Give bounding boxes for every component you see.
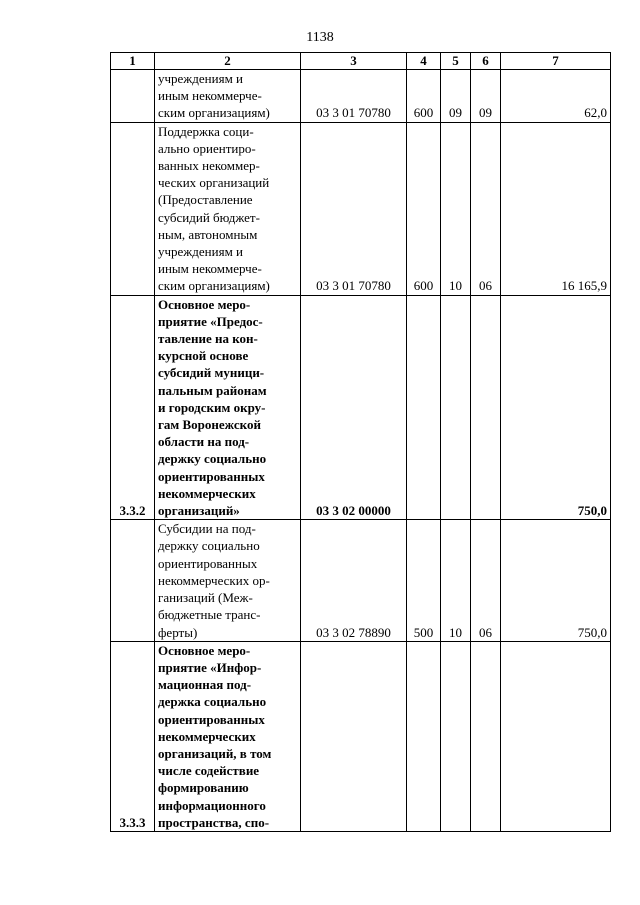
subsection-code: 06 [471,520,501,641]
description-line: некоммерческих [158,728,256,744]
budget-code: 03 3 01 70780 [301,122,407,295]
expense-type: 500 [407,520,441,641]
table-row [111,70,611,123]
description-line: приятие «Предос- [158,313,263,329]
description-line: формированию [158,780,249,796]
column-header-2: 2 [155,53,301,70]
column-header-5: 5 [441,53,471,70]
description-line: пальным районам [158,382,267,398]
description-line: Основное меро- [158,296,251,312]
description-line: ванных некоммер- [158,158,260,174]
header-row [111,53,611,70]
table-row [111,520,611,641]
description-line: ским организациям) [158,278,270,294]
description-line: ферты) [158,624,198,640]
description-line: держка социально [158,694,267,710]
description-line: некоммерческих [158,485,256,501]
description-line: Основное меро- [158,642,251,658]
section-code [441,295,471,520]
item-description [155,641,301,831]
description-line: держку социально [158,451,267,467]
item-description [155,70,301,123]
table-header [111,53,611,70]
section-code: 10 [441,520,471,641]
table-row [111,295,611,520]
description-line: мационная под- [158,677,252,693]
budget-code [301,641,407,831]
column-header-6: 6 [471,53,501,70]
item-description [155,295,301,520]
description-line: ческих организаций [158,175,270,191]
subsection-code: 09 [471,70,501,123]
description-line: пространства, спо- [158,814,270,830]
description-line: (Предоставление [158,192,253,208]
amount: 750,0 [501,520,611,641]
table-row [111,641,611,831]
item-number: 3.3.3 [111,641,155,831]
description-line: информационного [158,797,266,813]
amount: 750,0 [501,295,611,520]
description-line: ориентированных [158,711,265,727]
budget-table [110,52,611,832]
description-line: курсной основе [158,348,249,364]
item-number: 3.3.2 [111,295,155,520]
subsection-code: 06 [471,122,501,295]
description-line: иным некоммерче- [158,261,262,277]
page-number: 1138 [306,30,334,45]
description-line: тавление на кон- [158,331,258,347]
column-header-7: 7 [501,53,611,70]
column-header-4: 4 [407,53,441,70]
description-line: ским организациям) [158,105,270,121]
column-header-3: 3 [301,53,407,70]
description-line: учреждениям и [158,244,244,260]
budget-code: 03 3 02 00000 [301,295,407,520]
description-line: иным некоммерче- [158,88,262,104]
description-line: бюджетные транс- [158,607,261,623]
item-description [155,122,301,295]
amount: 16 165,9 [501,122,611,295]
table-row [111,122,611,295]
description-line: Поддержка соци- [158,123,254,139]
column-header-1: 1 [111,53,155,70]
description-line: ганизаций (Меж- [158,590,253,606]
description-line: держку социально [158,538,260,554]
description-line: Субсидии на под- [158,521,256,537]
description-line: ально ориентиро- [158,140,256,156]
description-line: и городским окру- [158,399,266,415]
description-line: некоммерческих ор- [158,572,270,588]
expense-type: 600 [407,122,441,295]
description-line: субсидий бюджет- [158,209,260,225]
subsection-code [471,641,501,831]
expense-type [407,295,441,520]
description-line: гам Воронежской [158,417,261,433]
item-number [111,122,155,295]
section-code: 10 [441,122,471,295]
section-code: 09 [441,70,471,123]
expense-type [407,641,441,831]
section-code [441,641,471,831]
description-line: приятие «Инфор- [158,659,262,675]
description-line: учреждениям и [158,71,244,86]
description-line: организаций» [158,503,240,519]
description-line: ориентированных [158,555,258,571]
amount [501,641,611,831]
item-description [155,520,301,641]
description-line: числе содействие [158,763,260,779]
subsection-code [471,295,501,520]
item-number [111,520,155,641]
description-line: области на под- [158,434,250,450]
item-number [111,70,155,123]
description-line: ориентированных [158,468,265,484]
amount: 62,0 [501,70,611,123]
description-line: ным, автономным [158,226,258,242]
budget-code: 03 3 02 78890 [301,520,407,641]
budget-code: 03 3 01 70780 [301,70,407,123]
expense-type: 600 [407,70,441,123]
table-body [111,70,611,832]
description-line: организаций, в том [158,745,272,761]
description-line: субсидий муници- [158,365,265,381]
